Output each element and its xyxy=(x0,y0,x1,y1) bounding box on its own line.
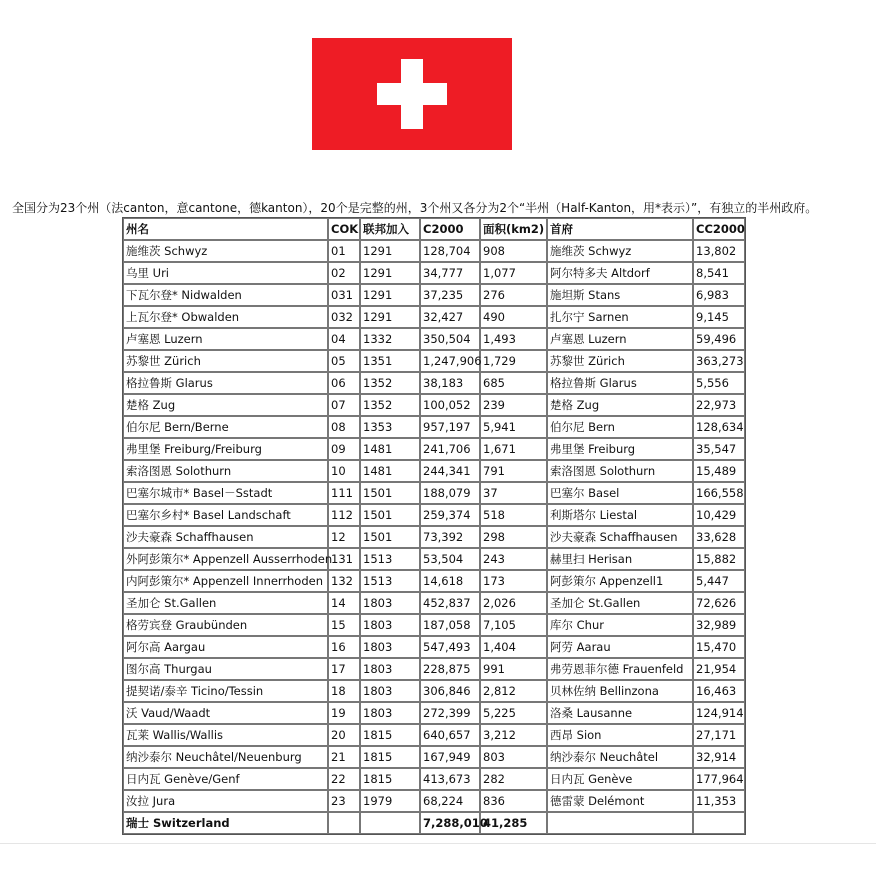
cell-capital: 苏黎世 Zürich xyxy=(547,350,693,372)
table-row xyxy=(123,592,745,614)
cell-capital: 格拉鲁斯 Glarus xyxy=(547,372,693,394)
cell-cok: 22 xyxy=(328,768,360,790)
table-row xyxy=(123,548,745,570)
table-row xyxy=(123,328,745,350)
table-row xyxy=(123,636,745,658)
cell-cc2000: 8,541 xyxy=(693,262,745,284)
cell-cc2000: 15,470 xyxy=(693,636,745,658)
cell-cc2000: 9,145 xyxy=(693,306,745,328)
cell-area: 37 xyxy=(480,482,547,504)
cell-cok: 01 xyxy=(328,240,360,262)
cell-c2000: 53,504 xyxy=(420,548,480,570)
cell-area: 276 xyxy=(480,284,547,306)
cell-cok: 12 xyxy=(328,526,360,548)
cell-area: 685 xyxy=(480,372,547,394)
cell-cc2000: 5,447 xyxy=(693,570,745,592)
cell-canton-name: 施维茨 Schwyz xyxy=(123,240,328,262)
cell-capital: 卢塞恩 Luzern xyxy=(547,328,693,350)
cell-cc2000: 15,882 xyxy=(693,548,745,570)
cell-canton-name: 上瓦尔登* Obwalden xyxy=(123,306,328,328)
cell-c2000: 957,197 xyxy=(420,416,480,438)
cell-canton-name: 弗里堡 Freiburg/Freiburg xyxy=(123,438,328,460)
cell-cc2000: 10,429 xyxy=(693,504,745,526)
cell-canton-name: 阿尔高 Aargau xyxy=(123,636,328,658)
intro-paragraph: 全国分为23个州（法canton，意cantone，德kanton），20个是完整的州，3个州又各分为2个“半州（Half-Kanton，用*表示）”，有独立的半州政府。 xyxy=(12,201,818,215)
table-row xyxy=(123,284,745,306)
table-row xyxy=(123,768,745,790)
cell-c2000: 32,427 xyxy=(420,306,480,328)
cell-join-year: 1513 xyxy=(360,570,420,592)
table-row xyxy=(123,526,745,548)
cell-cc2000: 32,914 xyxy=(693,746,745,768)
cell-area: 3,212 xyxy=(480,724,547,746)
table-row xyxy=(123,394,745,416)
cell-cc2000: 21,954 xyxy=(693,658,745,680)
cell-canton-name: 日内瓦 Genève/Genf xyxy=(123,768,328,790)
cell-capital: 弗里堡 Freiburg xyxy=(547,438,693,460)
cell-cok: 19 xyxy=(328,702,360,724)
cell-cc2000: 59,496 xyxy=(693,328,745,350)
cell-area: 1,404 xyxy=(480,636,547,658)
cell-area: 41,285 xyxy=(480,812,547,834)
table-header-row xyxy=(123,218,745,240)
cell-cc2000: 32,989 xyxy=(693,614,745,636)
cell-cok: 031 xyxy=(328,284,360,306)
cell-cok: 18 xyxy=(328,680,360,702)
cell-cok: 15 xyxy=(328,614,360,636)
cell-join-year: 1353 xyxy=(360,416,420,438)
cell-canton-name: 圣加仑 St.Gallen xyxy=(123,592,328,614)
cell-c2000: 259,374 xyxy=(420,504,480,526)
cell-join-year: 1803 xyxy=(360,592,420,614)
cell-capital: 索洛图恩 Solothurn xyxy=(547,460,693,482)
cell-cok: 16 xyxy=(328,636,360,658)
cell-capital: 阿劳 Aarau xyxy=(547,636,693,658)
cell-c2000: 1,247,906 xyxy=(420,350,480,372)
table-row xyxy=(123,614,745,636)
table-row xyxy=(123,680,745,702)
cell-c2000: 413,673 xyxy=(420,768,480,790)
cell-cok: 02 xyxy=(328,262,360,284)
cell-area: 2,812 xyxy=(480,680,547,702)
cell-capital: 施维茨 Schwyz xyxy=(547,240,693,262)
cell-join-year: 1803 xyxy=(360,636,420,658)
cell-c2000: 167,949 xyxy=(420,746,480,768)
header-area: 面积(km2) xyxy=(480,218,547,240)
cell-c2000: 188,079 xyxy=(420,482,480,504)
cell-canton-name: 伯尔尼 Bern/Berne xyxy=(123,416,328,438)
table-row xyxy=(123,416,745,438)
cell-cok: 032 xyxy=(328,306,360,328)
cell-area: 298 xyxy=(480,526,547,548)
cell-cok: 112 xyxy=(328,504,360,526)
cell-capital: 圣加仑 St.Gallen xyxy=(547,592,693,614)
cell-capital: 库尔 Chur xyxy=(547,614,693,636)
cell-c2000: 14,618 xyxy=(420,570,480,592)
cell-join-year: 1291 xyxy=(360,262,420,284)
cell-cc2000 xyxy=(693,812,745,834)
table-row xyxy=(123,658,745,680)
total-row xyxy=(123,812,745,834)
cell-join-year xyxy=(360,812,420,834)
cell-canton-name: 楚格 Zug xyxy=(123,394,328,416)
cell-c2000: 244,341 xyxy=(420,460,480,482)
cell-canton-name: 外阿彭策尔* Appenzell Ausserrhoden xyxy=(123,548,328,570)
cell-c2000: 547,493 xyxy=(420,636,480,658)
cell-cc2000: 166,558 xyxy=(693,482,745,504)
cell-cc2000: 33,628 xyxy=(693,526,745,548)
cell-cok: 06 xyxy=(328,372,360,394)
cell-capital: 阿尔特多夫 Altdorf xyxy=(547,262,693,284)
table-row xyxy=(123,460,745,482)
cell-cc2000: 128,634 xyxy=(693,416,745,438)
cell-cok: 21 xyxy=(328,746,360,768)
cell-area: 173 xyxy=(480,570,547,592)
cell-area: 991 xyxy=(480,658,547,680)
cell-join-year: 1803 xyxy=(360,680,420,702)
cell-capital: 洛桑 Lausanne xyxy=(547,702,693,724)
table-row xyxy=(123,746,745,768)
cell-capital: 贝林佐纳 Bellinzona xyxy=(547,680,693,702)
cell-cok xyxy=(328,812,360,834)
cell-area: 791 xyxy=(480,460,547,482)
cell-join-year: 1501 xyxy=(360,504,420,526)
cell-cok: 23 xyxy=(328,790,360,812)
cell-cc2000: 5,556 xyxy=(693,372,745,394)
table-row xyxy=(123,262,745,284)
cell-capital: 利斯塔尔 Liestal xyxy=(547,504,693,526)
cell-join-year: 1513 xyxy=(360,548,420,570)
cell-c2000: 241,706 xyxy=(420,438,480,460)
cell-canton-name: 巴塞尔城市* Basel－Sstadt xyxy=(123,482,328,504)
cell-canton-name: 下瓦尔登* Nidwalden xyxy=(123,284,328,306)
table-body xyxy=(123,240,745,834)
cell-canton-name: 汝拉 Jura xyxy=(123,790,328,812)
cell-canton-name: 苏黎世 Zürich xyxy=(123,350,328,372)
cell-capital: 日内瓦 Genève xyxy=(547,768,693,790)
cell-cok: 20 xyxy=(328,724,360,746)
cell-capital: 纳沙泰尔 Neuchâtel xyxy=(547,746,693,768)
cell-capital: 西昂 Sion xyxy=(547,724,693,746)
cell-cok: 132 xyxy=(328,570,360,592)
cell-c2000: 37,235 xyxy=(420,284,480,306)
cell-capital: 德雷蒙 Delémont xyxy=(547,790,693,812)
cell-cok: 04 xyxy=(328,328,360,350)
cell-area: 243 xyxy=(480,548,547,570)
table-row xyxy=(123,306,745,328)
cell-join-year: 1332 xyxy=(360,328,420,350)
footer-divider xyxy=(0,843,876,844)
cell-area: 7,105 xyxy=(480,614,547,636)
cell-join-year: 1291 xyxy=(360,284,420,306)
cell-join-year: 1803 xyxy=(360,658,420,680)
cell-join-year: 1481 xyxy=(360,460,420,482)
cell-canton-name: 格劳宾登 Graubünden xyxy=(123,614,328,636)
cell-cc2000: 6,983 xyxy=(693,284,745,306)
cell-canton-name: 瑞士 Switzerland xyxy=(123,812,328,834)
table-row xyxy=(123,350,745,372)
cell-cc2000: 15,489 xyxy=(693,460,745,482)
cell-c2000: 272,399 xyxy=(420,702,480,724)
cell-area: 908 xyxy=(480,240,547,262)
cell-c2000: 640,657 xyxy=(420,724,480,746)
table-row xyxy=(123,724,745,746)
cell-cc2000: 22,973 xyxy=(693,394,745,416)
header-cc2000: CC2000 xyxy=(693,218,745,240)
header-join-year: 联邦加入 xyxy=(360,218,420,240)
cell-capital: 巴塞尔 Basel xyxy=(547,482,693,504)
cell-capital: 沙夫豪森 Schaffhausen xyxy=(547,526,693,548)
cell-area: 2,026 xyxy=(480,592,547,614)
cell-capital: 阿彭策尔 Appenzell1 xyxy=(547,570,693,592)
cell-cok: 08 xyxy=(328,416,360,438)
cell-area: 239 xyxy=(480,394,547,416)
cell-area: 518 xyxy=(480,504,547,526)
table-row xyxy=(123,438,745,460)
cell-capital: 扎尔宁 Sarnen xyxy=(547,306,693,328)
cell-cc2000: 35,547 xyxy=(693,438,745,460)
cell-join-year: 1803 xyxy=(360,702,420,724)
cell-area: 836 xyxy=(480,790,547,812)
header-canton-name: 州名 xyxy=(123,218,328,240)
cell-c2000: 68,224 xyxy=(420,790,480,812)
header-cok: COK xyxy=(328,218,360,240)
cell-canton-name: 沙夫豪森 Schaffhausen xyxy=(123,526,328,548)
swiss-flag-image xyxy=(312,38,512,150)
cell-cok: 05 xyxy=(328,350,360,372)
cell-join-year: 1352 xyxy=(360,372,420,394)
cell-join-year: 1501 xyxy=(360,526,420,548)
cantons-table xyxy=(122,217,746,835)
cell-join-year: 1979 xyxy=(360,790,420,812)
cell-capital: 施坦斯 Stans xyxy=(547,284,693,306)
cell-area: 1,671 xyxy=(480,438,547,460)
cell-cc2000: 27,171 xyxy=(693,724,745,746)
cell-c2000: 187,058 xyxy=(420,614,480,636)
cell-c2000: 306,846 xyxy=(420,680,480,702)
cell-capital: 楚格 Zug xyxy=(547,394,693,416)
cell-cok: 10 xyxy=(328,460,360,482)
cell-join-year: 1351 xyxy=(360,350,420,372)
cell-c2000: 38,183 xyxy=(420,372,480,394)
cell-capital xyxy=(547,812,693,834)
cell-canton-name: 提契诺/泰辛 Ticino/Tessin xyxy=(123,680,328,702)
cell-capital: 弗劳恩菲尔德 Frauenfeld xyxy=(547,658,693,680)
cell-cc2000: 11,353 xyxy=(693,790,745,812)
cell-c2000: 7,288,010 xyxy=(420,812,480,834)
cell-c2000: 128,704 xyxy=(420,240,480,262)
cell-join-year: 1291 xyxy=(360,240,420,262)
cell-canton-name: 内阿彭策尔* Appenzell Innerrhoden xyxy=(123,570,328,592)
cell-area: 282 xyxy=(480,768,547,790)
cell-c2000: 350,504 xyxy=(420,328,480,350)
cell-join-year: 1501 xyxy=(360,482,420,504)
cell-cc2000: 72,626 xyxy=(693,592,745,614)
cell-cc2000: 16,463 xyxy=(693,680,745,702)
cell-cc2000: 363,273 xyxy=(693,350,745,372)
cell-canton-name: 索洛图恩 Solothurn xyxy=(123,460,328,482)
cell-canton-name: 沃 Vaud/Waadt xyxy=(123,702,328,724)
table-row xyxy=(123,702,745,724)
cell-c2000: 228,875 xyxy=(420,658,480,680)
cell-c2000: 100,052 xyxy=(420,394,480,416)
cell-cok: 111 xyxy=(328,482,360,504)
cell-area: 5,225 xyxy=(480,702,547,724)
cell-cok: 07 xyxy=(328,394,360,416)
cell-join-year: 1815 xyxy=(360,768,420,790)
cell-cok: 131 xyxy=(328,548,360,570)
table-row xyxy=(123,790,745,812)
cell-cok: 14 xyxy=(328,592,360,614)
cell-canton-name: 卢塞恩 Luzern xyxy=(123,328,328,350)
cell-canton-name: 格拉鲁斯 Glarus xyxy=(123,372,328,394)
cell-cc2000: 177,964 xyxy=(693,768,745,790)
cell-cc2000: 13,802 xyxy=(693,240,745,262)
cell-canton-name: 纳沙泰尔 Neuchâtel/Neuenburg xyxy=(123,746,328,768)
cell-canton-name: 图尔高 Thurgau xyxy=(123,658,328,680)
cell-area: 5,941 xyxy=(480,416,547,438)
cell-area: 1,077 xyxy=(480,262,547,284)
cell-join-year: 1291 xyxy=(360,306,420,328)
cell-join-year: 1481 xyxy=(360,438,420,460)
cell-area: 1,493 xyxy=(480,328,547,350)
cell-join-year: 1352 xyxy=(360,394,420,416)
header-c2000: C2000 xyxy=(420,218,480,240)
cell-c2000: 452,837 xyxy=(420,592,480,614)
table-row xyxy=(123,570,745,592)
cell-c2000: 73,392 xyxy=(420,526,480,548)
cell-canton-name: 巴塞尔乡村* Basel Landschaft xyxy=(123,504,328,526)
cell-cok: 09 xyxy=(328,438,360,460)
table-row xyxy=(123,482,745,504)
cell-area: 490 xyxy=(480,306,547,328)
cell-join-year: 1803 xyxy=(360,614,420,636)
table-row xyxy=(123,240,745,262)
cell-area: 1,729 xyxy=(480,350,547,372)
flag-cross-vertical xyxy=(401,59,423,129)
table-row xyxy=(123,504,745,526)
cell-cc2000: 124,914 xyxy=(693,702,745,724)
cell-capital: 伯尔尼 Bern xyxy=(547,416,693,438)
header-capital: 首府 xyxy=(547,218,693,240)
cell-c2000: 34,777 xyxy=(420,262,480,284)
table-row xyxy=(123,372,745,394)
cell-canton-name: 瓦莱 Wallis/Wallis xyxy=(123,724,328,746)
cell-join-year: 1815 xyxy=(360,746,420,768)
cell-capital: 赫里扫 Herisan xyxy=(547,548,693,570)
cell-join-year: 1815 xyxy=(360,724,420,746)
cell-area: 803 xyxy=(480,746,547,768)
cell-cok: 17 xyxy=(328,658,360,680)
cell-canton-name: 乌里 Uri xyxy=(123,262,328,284)
